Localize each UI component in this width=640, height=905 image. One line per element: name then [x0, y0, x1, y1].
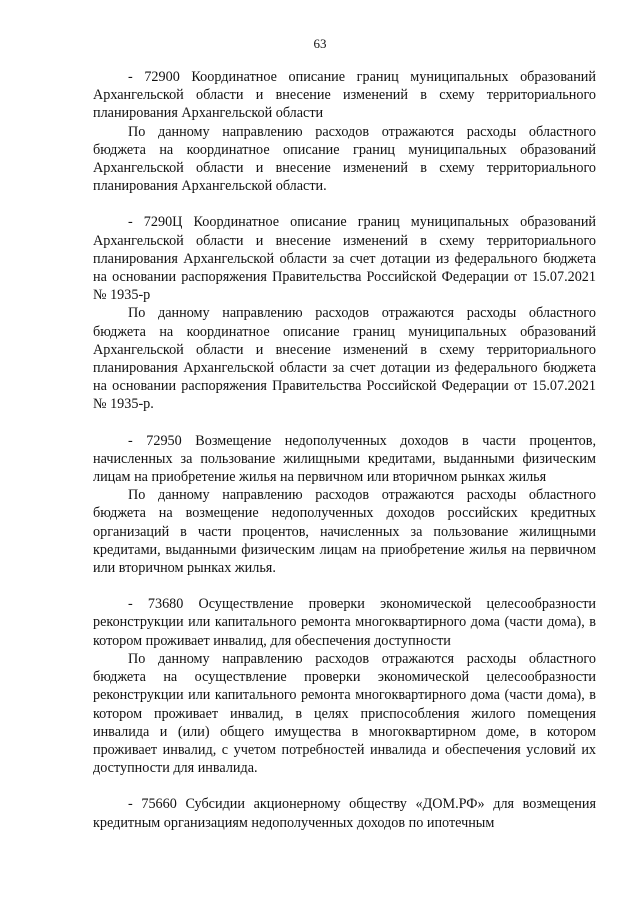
section-gap	[93, 195, 596, 213]
page-number: 63	[313, 36, 327, 51]
document-body	[93, 68, 596, 832]
section-description: По данному направлению расходов отражаются расходы областного бюджета на осуществление проверки экономической целесообразности реконструкции или капитального ремонта многоквартирного дома (части дома), в котором проживает инвалид, в целях приспособления жилого помещения инвалида и (или) общего имущества в многоквартирном доме, в котором проживает инвалид, с учетом потребностей инвалида и обеспечения условий их доступности для инвалида.	[93, 650, 596, 777]
section-description: По данному направлению расходов отражаются расходы областного бюджета на координатное описание границ муниципальных образований Архангельской области и внесение изменений в схему территориального планирования Архангельской области.	[93, 123, 596, 195]
section-heading: - 73680 Осуществление проверки экономической целесообразности реконструкции или капитального ремонта многоквартирного дома (части дома), в котором проживает инвалид, для обеспечения доступности	[93, 596, 596, 649]
section-heading: - 75660 Субсидии акционерному обществу «ДОМ.РФ» для возмещения кредитным организациям недополученных доходов по ипотечным	[93, 796, 596, 831]
section-heading: - 72950 Возмещение недополученных доходов в части процентов, начисленных за пользование жилищными кредитами, выданными физическим лицам на приобретение жилья на первичном или вторичном рынках жилья	[93, 432, 596, 486]
section-description: По данному направлению расходов отражаются расходы областного бюджета на координатное описание границ муниципальных образований Архангельской области и внесение изменений в схему территориального планирования Архангельской области за счет дотации из федерального бюджета на основании распоряжения Правительства Российской Федерации от 15.07.2021 № 1935-р.	[93, 305, 596, 413]
section-description: По данному направлению расходов отражаются расходы областного бюджета на возмещение недополученных доходов российских кредитных организаций в части процентов, начисленных за пользование жилищными кредитами, выданными физическим лицам на приобретение жилья на первичном или вторичном рынках жилья.	[93, 487, 596, 577]
section-gap	[93, 777, 596, 795]
section-gap	[93, 414, 596, 432]
section-heading: - 7290Ц Координатное описание границ муниципальных образований Архангельской области и внесение изменений в схему территориального планирования Архангельской области за счет дотации из федерального бюджета на основании распоряжения Правительства Российской Федерации от 15.07.2021 № 1935-р	[93, 214, 596, 304]
section-heading: - 72900 Координатное описание границ муниципальных образований Архангельской области и внесение изменений в схему территориального планирования Архангельской области	[93, 69, 596, 122]
section-gap	[93, 577, 596, 595]
